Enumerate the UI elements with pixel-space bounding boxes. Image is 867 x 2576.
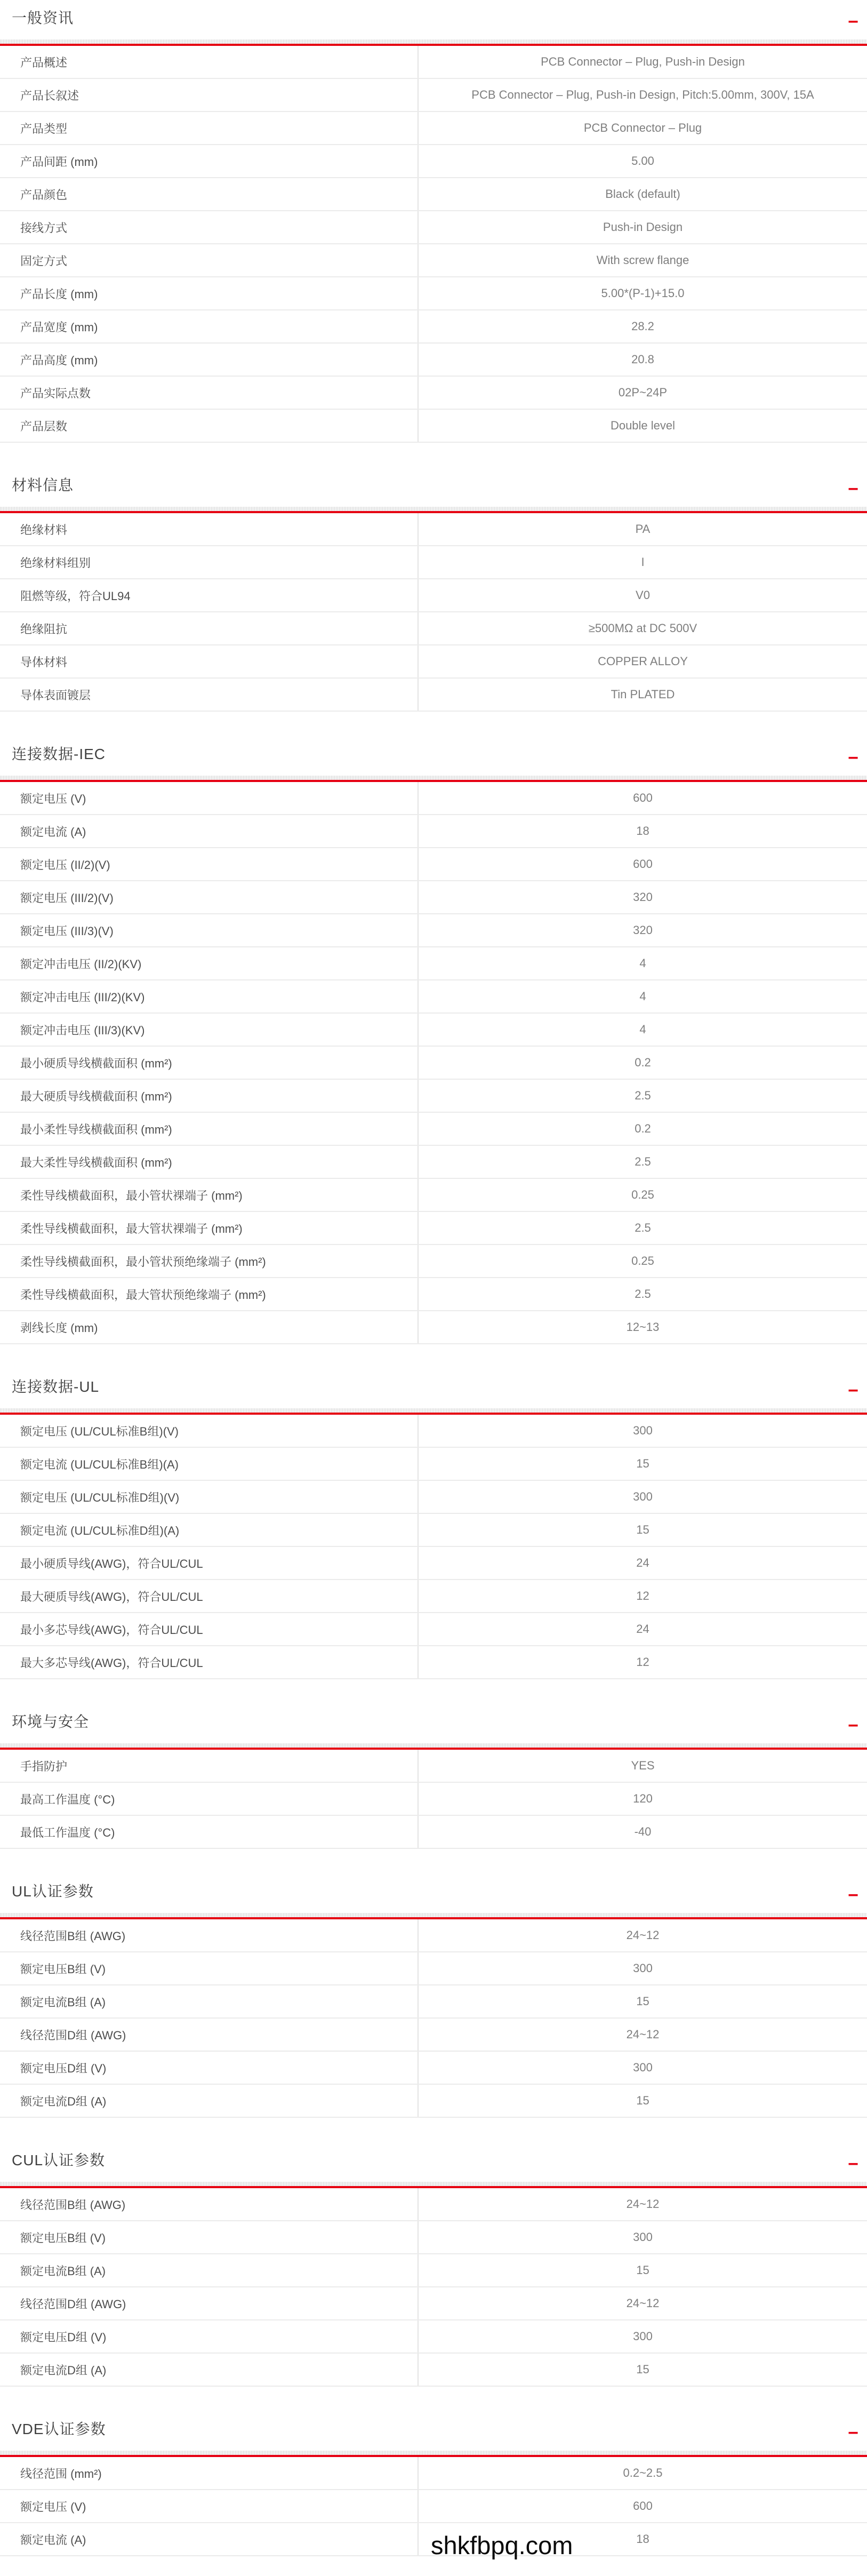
row-value: 15	[418, 1985, 867, 2017]
row-label: 产品层数	[20, 419, 68, 433]
spec-table	[0, 1919, 867, 2118]
row-value: 4	[418, 947, 867, 979]
row-label: 手指防护	[20, 1759, 68, 1773]
section-texture-strip	[0, 1408, 867, 1413]
table-row	[0, 1613, 867, 1646]
collapse-minus-icon[interactable]: −	[848, 748, 858, 768]
row-value: 24~12	[418, 2287, 867, 2319]
row-value: 5.00*(P-1)+15.0	[418, 277, 867, 309]
row-value: 15	[418, 2085, 867, 2117]
spec-table	[0, 1415, 867, 1679]
section-texture-strip	[0, 1913, 867, 1917]
spec-section	[0, 712, 867, 1344]
spec-table	[0, 782, 867, 1344]
collapse-minus-icon[interactable]: −	[848, 12, 858, 32]
table-row	[0, 377, 867, 410]
collapse-minus-icon[interactable]: −	[848, 2423, 858, 2443]
row-label: 额定电流 (A)	[20, 2533, 86, 2547]
row-label: 绝缘材料组别	[20, 556, 91, 570]
row-label: 柔性导线横截面积，最大管状裸端子 (mm²)	[20, 1222, 243, 1235]
section-header	[0, 7, 867, 32]
row-value: 2.5	[418, 1212, 867, 1244]
row-value: 0.2~2.5	[418, 2457, 867, 2489]
row-label: 额定冲击电压 (III/3)(KV)	[20, 1023, 145, 1037]
spec-section	[0, 1679, 867, 1849]
table-row	[0, 145, 867, 178]
row-value: 12	[418, 1580, 867, 1612]
table-row	[0, 244, 867, 277]
row-label: 线径范围D组 (AWG)	[20, 2297, 126, 2311]
collapse-minus-icon[interactable]: −	[848, 479, 858, 499]
section-header	[0, 1711, 867, 1736]
row-label: 额定冲击电压 (III/2)(KV)	[20, 990, 145, 1004]
section-header	[0, 1881, 867, 1905]
table-row	[0, 2254, 867, 2287]
table-row	[0, 679, 867, 712]
row-label: 额定冲击电压 (II/2)(KV)	[20, 957, 142, 971]
table-row	[0, 1646, 867, 1679]
row-label: 线径范围B组 (AWG)	[20, 2198, 126, 2212]
row-label: 产品宽度 (mm)	[20, 320, 98, 334]
row-value: 15	[418, 1448, 867, 1480]
row-label: 剥线长度 (mm)	[20, 1321, 98, 1335]
row-value: Push-in Design	[418, 211, 867, 243]
row-label: 柔性导线横截面积，最小管状预绝缘端子 (mm²)	[20, 1255, 266, 1269]
table-row	[0, 782, 867, 815]
row-value: 300	[418, 1415, 867, 1447]
table-row	[0, 410, 867, 443]
row-label: 柔性导线横截面积，最小管状裸端子 (mm²)	[20, 1189, 243, 1202]
table-row	[0, 2287, 867, 2320]
table-row	[0, 881, 867, 914]
table-row	[0, 1919, 867, 1952]
row-value: 600	[418, 848, 867, 880]
section-header	[0, 2150, 867, 2174]
row-label: 产品高度 (mm)	[20, 353, 98, 367]
row-label: 绝缘材料	[20, 523, 68, 537]
section-title: 环境与安全	[12, 1713, 90, 1730]
row-value: 02P~24P	[418, 377, 867, 409]
row-value: 0.25	[418, 1245, 867, 1277]
table-row	[0, 947, 867, 980]
row-value: 2.5	[418, 1080, 867, 1112]
table-row	[0, 1481, 867, 1514]
row-label: 额定电压 (II/2)(V)	[20, 858, 110, 872]
table-row	[0, 2354, 867, 2387]
row-value: 600	[418, 782, 867, 814]
row-label: 产品实际点数	[20, 386, 91, 400]
row-label: 导体材料	[20, 655, 68, 669]
row-value: 2.5	[418, 1278, 867, 1310]
table-row	[0, 1448, 867, 1481]
row-label: 最小硬质导线(AWG)，符合UL/CUL	[20, 1557, 203, 1570]
table-row	[0, 178, 867, 211]
row-label: 线径范围B组 (AWG)	[20, 1929, 126, 1943]
row-value: 4	[418, 980, 867, 1012]
row-value: 12~13	[418, 1311, 867, 1343]
row-label: 最大硬质导线横截面积 (mm²)	[20, 1089, 172, 1103]
collapse-minus-icon[interactable]: −	[848, 1381, 858, 1401]
table-row	[0, 1952, 867, 1985]
row-value: 28.2	[418, 310, 867, 342]
row-label: 导体表面镀层	[20, 688, 91, 702]
row-label: 额定电流B组 (A)	[20, 2264, 106, 2278]
table-row	[0, 211, 867, 244]
row-value: 18	[418, 2523, 867, 2555]
section-header	[0, 1376, 867, 1401]
row-label: 额定电压B组 (V)	[20, 1962, 106, 1976]
section-title: CUL认证参数	[12, 2152, 106, 2168]
table-row	[0, 2188, 867, 2221]
row-label: 额定电压 (III/2)(V)	[20, 891, 114, 905]
collapse-minus-icon[interactable]: −	[848, 1885, 858, 1905]
table-row	[0, 1047, 867, 1080]
row-label: 产品概述	[20, 55, 68, 69]
row-label: 最低工作温度 (°C)	[20, 1825, 115, 1839]
row-value: With screw flange	[418, 244, 867, 276]
table-row	[0, 1580, 867, 1613]
table-row	[0, 1750, 867, 1783]
row-value: 300	[418, 2221, 867, 2253]
row-value: PCB Connector – Plug, Push-in Design	[418, 46, 867, 78]
row-value: ≥500MΩ at DC 500V	[418, 612, 867, 644]
spec-section	[0, 2118, 867, 2387]
table-row	[0, 112, 867, 145]
table-row	[0, 612, 867, 645]
row-label: 额定电压B组 (V)	[20, 2231, 106, 2245]
row-label: 线径范围 (mm²)	[20, 2467, 102, 2481]
table-row	[0, 46, 867, 79]
row-label: 额定电流 (A)	[20, 825, 86, 839]
row-label: 最小多芯导线(AWG)，符合UL/CUL	[20, 1623, 203, 1637]
table-row	[0, 815, 867, 848]
section-texture-strip	[0, 2451, 867, 2455]
table-row	[0, 1014, 867, 1047]
row-value: COPPER ALLOY	[418, 645, 867, 677]
row-label: 接线方式	[20, 221, 68, 235]
collapse-minus-icon[interactable]: −	[848, 2154, 858, 2174]
table-row	[0, 1547, 867, 1580]
row-value: I	[418, 546, 867, 578]
row-value: PCB Connector – Plug	[418, 112, 867, 144]
row-value: 24	[418, 1547, 867, 1579]
row-label: 额定电压D组 (V)	[20, 2330, 107, 2344]
table-row	[0, 310, 867, 344]
row-value: 4	[418, 1014, 867, 1046]
table-row	[0, 2085, 867, 2118]
table-row	[0, 1985, 867, 2019]
row-value: Black (default)	[418, 178, 867, 210]
row-value: 24~12	[418, 2019, 867, 2051]
section-title: UL认证参数	[12, 1883, 94, 1900]
table-row	[0, 579, 867, 612]
row-value: PA	[418, 513, 867, 545]
row-label: 额定电流 (UL/CUL标准D组)(A)	[20, 1524, 180, 1537]
row-label: 最高工作温度 (°C)	[20, 1792, 115, 1806]
row-label: 额定电压D组 (V)	[20, 2061, 107, 2075]
row-value: 0.25	[418, 1179, 867, 1211]
row-value: 0.2	[418, 1047, 867, 1079]
table-row	[0, 277, 867, 310]
table-row	[0, 79, 867, 112]
row-label: 最小硬质导线横截面积 (mm²)	[20, 1056, 172, 1070]
row-label: 柔性导线横截面积，最大管状预绝缘端子 (mm²)	[20, 1288, 266, 1302]
spec-table	[0, 46, 867, 443]
table-row	[0, 1113, 867, 1146]
table-row	[0, 344, 867, 377]
row-value: 12	[418, 1646, 867, 1678]
table-row	[0, 645, 867, 679]
section-title: 一般资讯	[12, 10, 74, 26]
section-header	[0, 475, 867, 499]
row-value: 2.5	[418, 1146, 867, 1178]
row-value: Tin PLATED	[418, 679, 867, 711]
table-row	[0, 848, 867, 881]
row-value: 300	[418, 2320, 867, 2352]
table-row	[0, 1514, 867, 1547]
table-row	[0, 1311, 867, 1344]
table-row	[0, 980, 867, 1014]
row-value: 15	[418, 2354, 867, 2386]
table-row	[0, 1783, 867, 1816]
row-label: 额定电流B组 (A)	[20, 1995, 106, 2009]
row-label: 线径范围D组 (AWG)	[20, 2028, 126, 2042]
row-label: 最大柔性导线横截面积 (mm²)	[20, 1155, 172, 1169]
table-row	[0, 2320, 867, 2354]
section-texture-strip	[0, 2182, 867, 2186]
row-value: 15	[418, 1514, 867, 1546]
row-value: 15	[418, 2254, 867, 2286]
row-label: 产品长叙述	[20, 89, 79, 102]
row-label: 额定电压 (UL/CUL标准D组)(V)	[20, 1490, 180, 1504]
table-row	[0, 546, 867, 579]
table-row	[0, 1816, 867, 1849]
spec-table	[0, 2188, 867, 2387]
row-label: 额定电压 (V)	[20, 2500, 86, 2514]
row-value: 0.2	[418, 1113, 867, 1145]
table-row	[0, 1146, 867, 1179]
section-texture-strip	[0, 776, 867, 780]
table-row	[0, 1212, 867, 1245]
row-value: PCB Connector – Plug, Push-in Design, Pitch:5.00mm, 300V, 15A	[418, 79, 867, 111]
row-label: 最小柔性导线横截面积 (mm²)	[20, 1122, 172, 1136]
row-value: 24~12	[418, 2188, 867, 2220]
section-header	[0, 744, 867, 768]
spec-section	[0, 1344, 867, 1679]
spec-table	[0, 513, 867, 712]
spec-section	[0, 443, 867, 712]
row-value: YES	[418, 1750, 867, 1782]
row-label: 额定电流 (UL/CUL标准B组)(A)	[20, 1457, 179, 1471]
row-value: 600	[418, 2490, 867, 2522]
row-value: 18	[418, 815, 867, 847]
row-value: 300	[418, 1952, 867, 1984]
row-value: 24~12	[418, 1919, 867, 1951]
watermark: shkfbpq.com	[431, 2531, 573, 2559]
section-header	[0, 2419, 867, 2443]
row-value: 300	[418, 2052, 867, 2084]
section-title: 材料信息	[12, 477, 74, 493]
row-label: 最大多芯导线(AWG)，符合UL/CUL	[20, 1656, 203, 1670]
table-row	[0, 1278, 867, 1311]
section-title: 连接数据-UL	[12, 1378, 100, 1395]
table-row	[0, 2221, 867, 2254]
row-value: Double level	[418, 410, 867, 442]
row-label: 固定方式	[20, 254, 68, 268]
row-label: 产品间距 (mm)	[20, 155, 98, 169]
row-label: 额定电流D组 (A)	[20, 2363, 107, 2377]
table-row	[0, 2457, 867, 2490]
row-label: 阻燃等级，符合UL94	[20, 589, 131, 603]
row-label: 产品类型	[20, 122, 68, 135]
spec-table	[0, 1750, 867, 1849]
row-value: -40	[418, 1816, 867, 1848]
row-label: 产品长度 (mm)	[20, 287, 98, 301]
table-row	[0, 2052, 867, 2085]
row-value: 320	[418, 881, 867, 913]
row-value: 24	[418, 1613, 867, 1645]
row-value: V0	[418, 579, 867, 611]
section-texture-strip	[0, 1743, 867, 1748]
spec-section	[0, 0, 867, 443]
section-title: 连接数据-IEC	[12, 746, 106, 762]
table-row	[0, 1415, 867, 1448]
table-row	[0, 513, 867, 546]
row-value: 5.00	[418, 145, 867, 177]
row-label: 产品颜色	[20, 188, 68, 202]
table-row	[0, 2019, 867, 2052]
table-row	[0, 1080, 867, 1113]
spec-section	[0, 1849, 867, 2118]
row-value: 120	[418, 1783, 867, 1815]
row-value: 320	[418, 914, 867, 946]
row-label: 额定电压 (UL/CUL标准B组)(V)	[20, 1424, 179, 1438]
table-row	[0, 914, 867, 947]
section-title: VDE认证参数	[12, 2421, 106, 2437]
table-row	[0, 2490, 867, 2523]
table-row	[0, 1245, 867, 1278]
row-label: 额定电压 (III/3)(V)	[20, 924, 114, 938]
section-texture-strip	[0, 39, 867, 44]
row-label: 额定电压 (V)	[20, 792, 86, 806]
row-label: 绝缘阻抗	[20, 622, 68, 636]
row-value: 20.8	[418, 344, 867, 376]
row-value: 300	[418, 1481, 867, 1513]
table-row	[0, 1179, 867, 1212]
collapse-minus-icon[interactable]: −	[848, 1716, 858, 1736]
section-texture-strip	[0, 507, 867, 511]
row-label: 额定电流D组 (A)	[20, 2094, 107, 2108]
row-label: 最大硬质导线(AWG)，符合UL/CUL	[20, 1590, 203, 1604]
